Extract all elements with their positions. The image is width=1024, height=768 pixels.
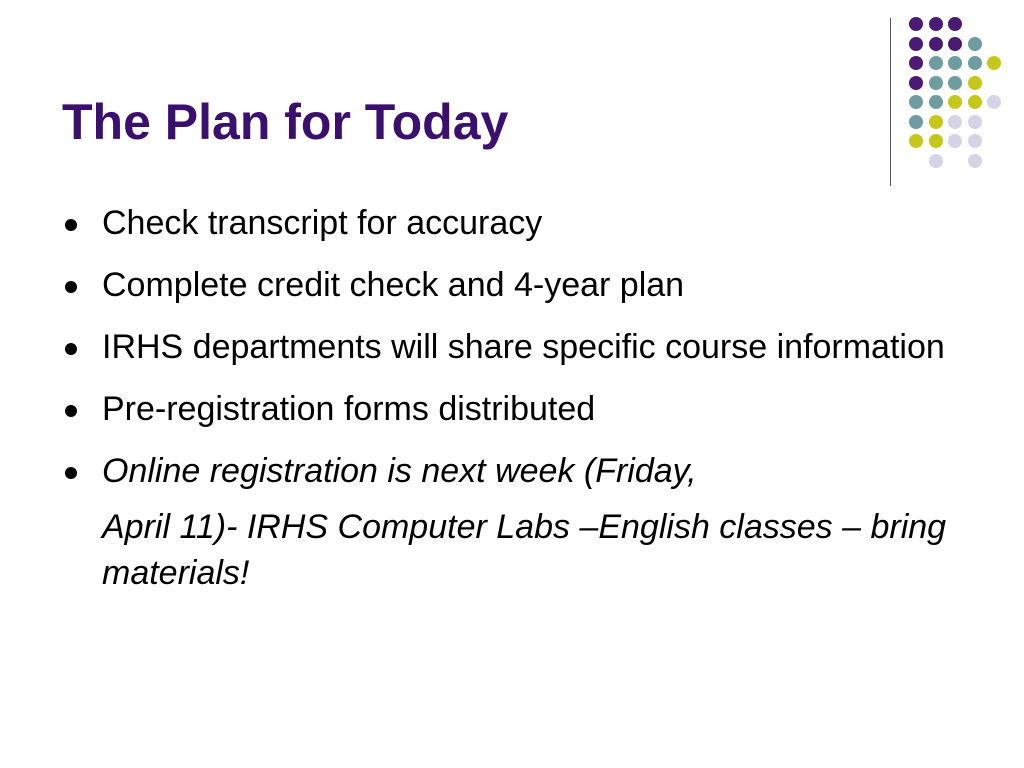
decorative-dot-icon	[929, 134, 943, 148]
bullet-continuation-text: April 11)- IRHS Computer Labs –English classes – bring materials!	[102, 508, 947, 592]
decorative-dot-icon	[968, 37, 982, 51]
bullet-item	[62, 448, 962, 494]
decorative-dot-icon	[987, 95, 1001, 109]
bullet-marker-icon	[65, 219, 77, 231]
decorative-dot-icon	[909, 134, 923, 148]
decorative-dot-icon	[929, 154, 943, 168]
decorative-dot-icon	[948, 37, 962, 51]
decorative-dot-icon	[929, 56, 943, 70]
decorative-dot-icon	[987, 56, 1001, 70]
bullet-text: Check transcript for accuracy	[102, 204, 543, 242]
decorative-dot-icon	[968, 56, 982, 70]
decorative-dot-icon	[929, 95, 943, 109]
decorative-dot-icon	[948, 17, 962, 31]
bullet-item	[62, 262, 962, 308]
bullet-item	[62, 386, 962, 432]
bullet-marker-icon	[65, 281, 77, 293]
bullet-continuation	[62, 504, 962, 596]
decorative-dot-icon	[909, 37, 923, 51]
decorative-dot-icon	[968, 134, 982, 148]
bullet-marker-icon	[65, 343, 77, 355]
decorative-dot-icon	[948, 115, 962, 129]
decorative-dot-icon	[909, 56, 923, 70]
bullet-text: IRHS departments will share specific course information	[102, 328, 945, 366]
decorative-dot-icon	[909, 17, 923, 31]
bullet-text: Complete credit check and 4-year plan	[102, 266, 685, 304]
decorative-dot-icon	[968, 95, 982, 109]
decorative-dot-icon	[929, 76, 943, 90]
decorative-dot-icon	[909, 115, 923, 129]
decorative-dot-icon	[968, 115, 982, 129]
bullet-marker-icon	[65, 405, 77, 417]
decorative-dot-icon	[948, 95, 962, 109]
decorative-dot-icon	[968, 154, 982, 168]
decorative-dot-icon	[948, 134, 962, 148]
decorative-dot-icon	[929, 17, 943, 31]
decorative-dot-icon	[929, 37, 943, 51]
bullet-text: Pre-registration forms distributed	[102, 390, 596, 428]
decorative-dot-icon	[909, 76, 923, 90]
decorative-dot-icon	[948, 76, 962, 90]
bullet-item	[62, 324, 962, 370]
divider-line	[890, 18, 891, 186]
slide-title: The Plan for Today	[62, 94, 509, 150]
bullet-list	[62, 200, 962, 596]
bullet-text: Online registration is next week (Friday,	[102, 452, 697, 490]
bullet-marker-icon	[65, 467, 77, 479]
decorative-dot-icon	[929, 115, 943, 129]
bullet-item	[62, 200, 962, 246]
decorative-dot-icon	[948, 56, 962, 70]
decorative-dot-icon	[909, 95, 923, 109]
decorative-dot-icon	[968, 76, 982, 90]
